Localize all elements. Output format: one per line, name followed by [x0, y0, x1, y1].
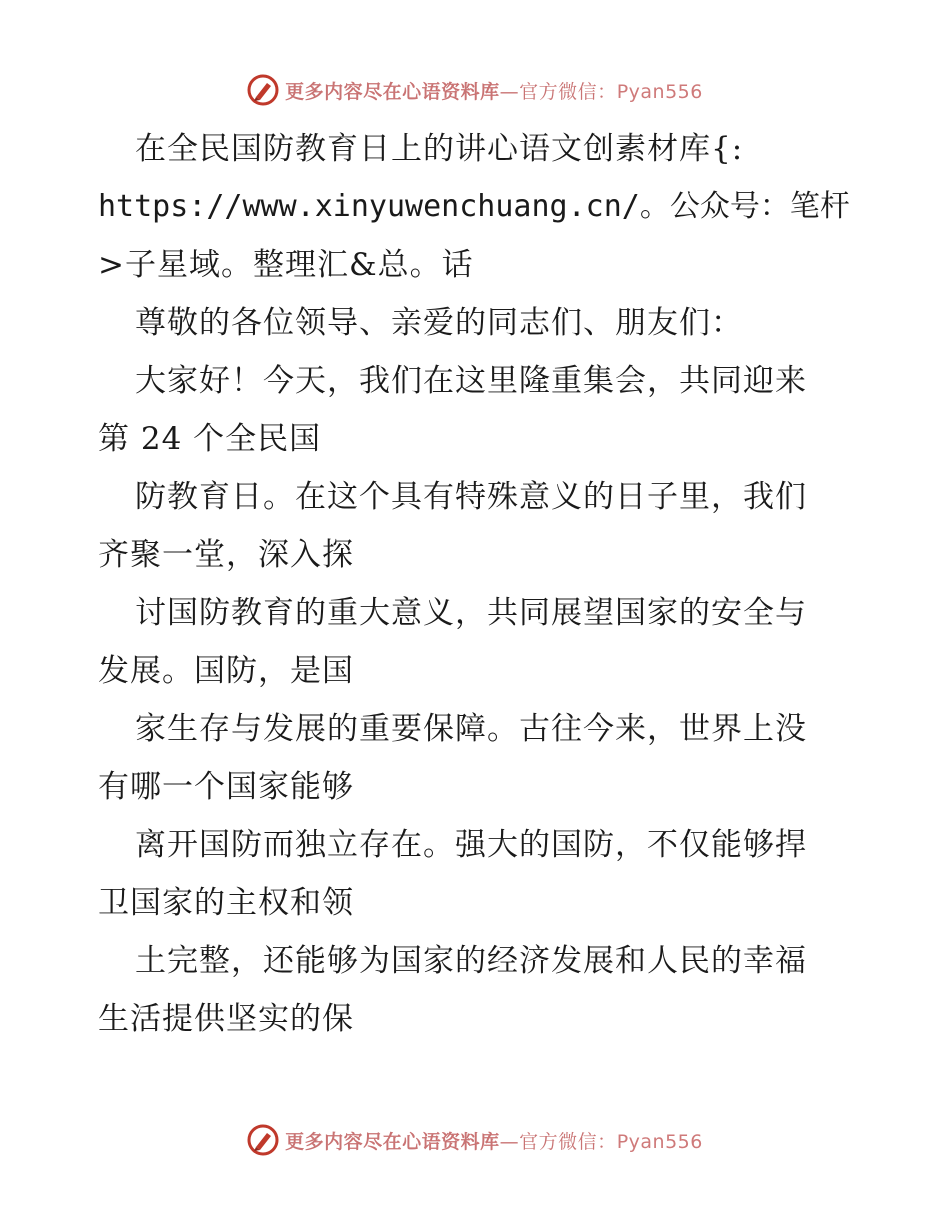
body-line: 大家好！今天，我们在这里隆重集会，共同迎来 — [135, 363, 807, 399]
body-line: 土完整，还能够为国家的经济发展和人民的幸福 — [135, 943, 807, 979]
header-banner — [0, 70, 950, 110]
body-line: 讨国防教育的重大意义，共同展望国家的安全与 — [135, 595, 807, 631]
body-line: 第 24 个全民国 — [98, 421, 322, 457]
footer-banner-text — [285, 1127, 703, 1154]
body-line: 防教育日。在这个具有特殊意义的日子里，我们 — [135, 479, 807, 515]
header-brand: 更多内容尽在心语资料库 — [285, 80, 500, 103]
body-line: 家生存与发展的重要保障。古往今来，世界上没 — [135, 711, 807, 747]
header-dash: — — [499, 80, 520, 103]
footer-brand: 更多内容尽在心语资料库 — [285, 1130, 500, 1153]
header-banner-text — [285, 77, 703, 104]
document-body — [98, 120, 858, 1048]
body-line: 卫国家的主权和领 — [98, 885, 354, 921]
body-line: >子星域。整理汇&总。话 — [98, 247, 474, 283]
header-wechat-id: Pyan556 — [616, 80, 703, 103]
body-line: 离开国防而独立存在。强大的国防，不仅能够捍 — [135, 827, 807, 863]
body-line: 有哪一个国家能够 — [98, 769, 354, 805]
header-wechat-label: 官方微信： — [519, 80, 617, 103]
body-line: 生活提供坚实的保 — [98, 1001, 354, 1037]
pen-logo-icon — [247, 74, 279, 106]
body-line: 齐聚一堂，深入探 — [98, 537, 354, 573]
body-line: 在全民国防教育日上的讲心语文创素材库{: — [135, 131, 744, 167]
footer-wechat-label: 官方微信： — [519, 1130, 617, 1153]
body-line: https://www.xinyuwenchuang.cn/。公众号：笔杆 — [98, 189, 850, 224]
footer-dash: — — [499, 1130, 520, 1153]
body-line: 尊敬的各位领导、亲爱的同志们、朋友们： — [135, 305, 743, 341]
footer-banner — [0, 1120, 950, 1160]
footer-wechat-id: Pyan556 — [616, 1130, 703, 1153]
pen-logo-icon — [247, 1124, 279, 1156]
body-line: 发展。国防，是国 — [98, 653, 354, 689]
